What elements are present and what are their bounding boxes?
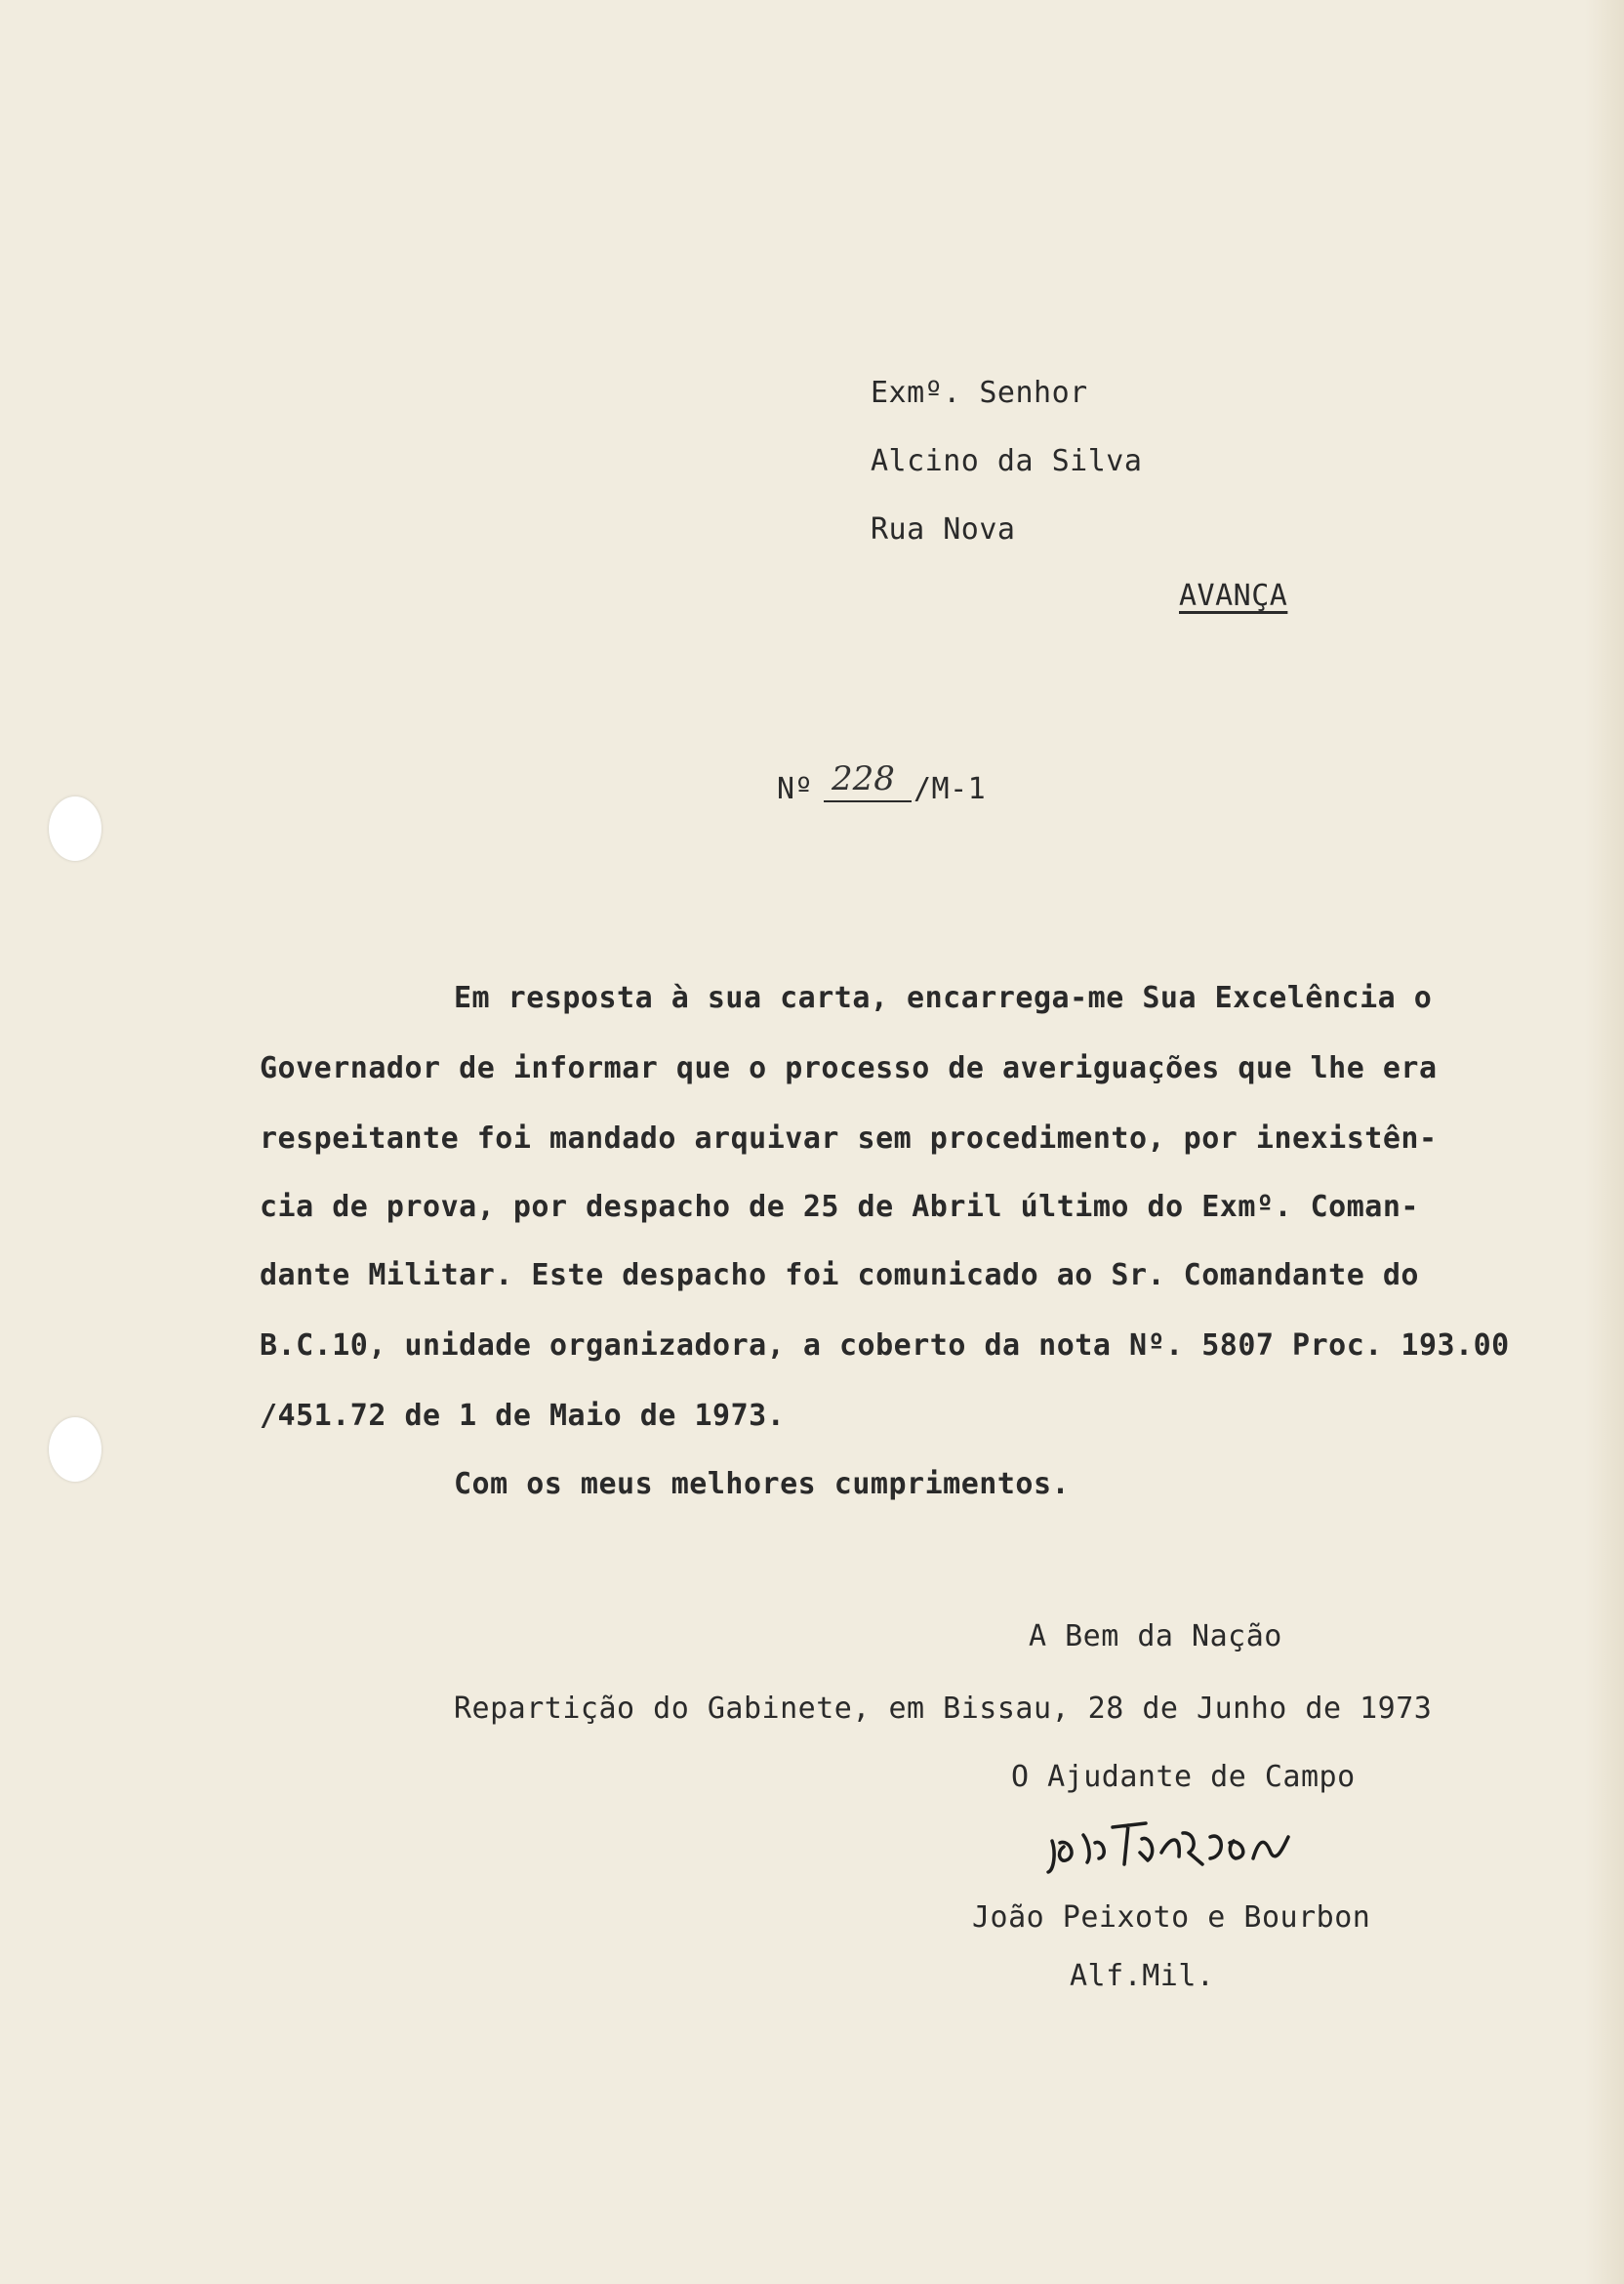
handwritten-signature xyxy=(1044,1814,1318,1886)
address-salutation: Exmº. Senhor xyxy=(871,376,1088,410)
body-line: respeitante foi mandado arquivar sem procedimento, por inexistên- xyxy=(260,1122,1438,1156)
body-line: Em resposta à sua carta, encarrega-me Sua Excelência o xyxy=(454,981,1433,1015)
reference-number-handwritten: 228 xyxy=(832,759,895,798)
reference-number-field xyxy=(824,759,912,802)
paper-edge xyxy=(1585,0,1624,2284)
closing-motto: A Bem da Nação xyxy=(1029,1619,1282,1653)
address-name: Alcino da Silva xyxy=(871,444,1143,478)
closing-place-date: Repartição do Gabinete, em Bissau, 28 de Junho de 1973 xyxy=(454,1692,1433,1726)
body-line: cia de prova, por despacho de 25 de Abril último do Exmº. Coman- xyxy=(260,1190,1419,1224)
body-line: /451.72 de 1 de Maio de 1973. xyxy=(260,1399,786,1433)
signature-graphic xyxy=(1044,1814,1318,1882)
punch-hole-top xyxy=(49,796,102,861)
body-line: B.C.10, unidade organizadora, a coberto da nota Nº. 5807 Proc. 193.00 xyxy=(260,1328,1510,1363)
body-line: dante Militar. Este despacho foi comunicado ao Sr. Comandante do xyxy=(260,1258,1419,1292)
punch-hole-bottom xyxy=(49,1417,102,1482)
body-closing-line: Com os meus melhores cumprimentos. xyxy=(454,1467,1071,1501)
signer-rank: Alf.Mil. xyxy=(1070,1959,1215,1993)
closing-role: O Ajudante de Campo xyxy=(1011,1760,1356,1794)
body-line: Governador de informar que o processo de averiguações que lhe era xyxy=(260,1051,1438,1085)
signer-name: João Peixoto e Bourbon xyxy=(972,1900,1371,1935)
address-street: Rua Nova xyxy=(871,512,1016,547)
reference-suffix: /M-1 xyxy=(914,772,987,806)
address-city: AVANÇA xyxy=(1179,579,1288,613)
reference-prefix: Nº xyxy=(777,772,814,806)
